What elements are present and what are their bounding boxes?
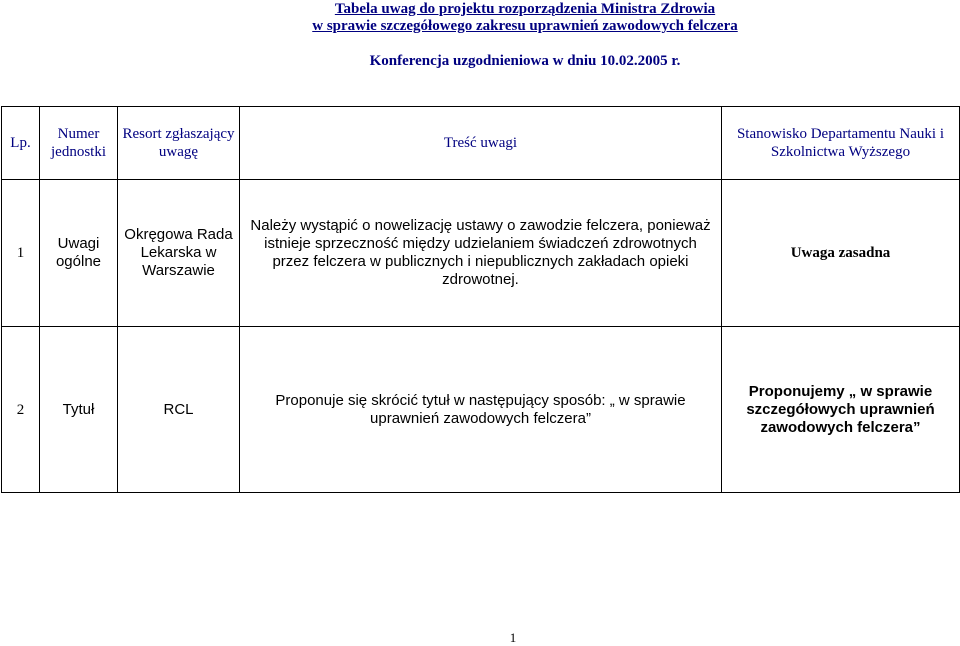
cell-numer: Tytuł: [40, 327, 118, 493]
header-stanowisko: Stanowisko Departamentu Nauki i Szkolnictwa Wyższego: [722, 107, 960, 180]
header-numer: Numer jednostki: [40, 107, 118, 180]
cell-resort: RCL: [118, 327, 240, 493]
cell-tresc: Proponuje się skrócić tytuł w następujący sposób: „ w sprawie uprawnień zawodowych felczera”: [240, 327, 722, 493]
header-lp: Lp.: [2, 107, 40, 180]
table-row: [2, 327, 960, 493]
cell-stanowisko: Uwaga zasadna: [722, 180, 960, 327]
document-title-line-1: Tabela uwag do projektu rozporządzenia Ministra Zdrowia: [334, 1, 716, 17]
comments-table: [1, 106, 960, 493]
cell-lp: 2: [2, 327, 40, 493]
table-row: [2, 180, 960, 327]
table-header-row: [2, 107, 960, 180]
header-resort: Resort zgłaszający uwagę: [118, 107, 240, 180]
document-subtitle: Konferencja uzgodnieniowa w dniu 10.02.2005 r.: [369, 53, 681, 69]
cell-resort: Okręgowa Rada Lekarska w Warszawie: [118, 180, 240, 327]
header-tresc: Treść uwagi: [240, 107, 722, 180]
cell-lp: 1: [2, 180, 40, 327]
cell-stanowisko: Proponujemy „ w sprawie szczegółowych uprawnień zawodowych felczera”: [722, 327, 960, 493]
page-number: 1: [509, 630, 517, 645]
document-title-line-2: w sprawie szczegółowego zakresu uprawnień zawodowych felczera: [312, 18, 738, 34]
cell-numer: Uwagi ogólne: [40, 180, 118, 327]
cell-tresc: Należy wystąpić o nowelizację ustawy o zawodzie felczera, ponieważ istnieje sprzeczność między udzielaniem świadczeń zdrowotnych przez felczera w publicznych i niepublicznych zakładach opieki zdrowotnej.: [240, 180, 722, 327]
